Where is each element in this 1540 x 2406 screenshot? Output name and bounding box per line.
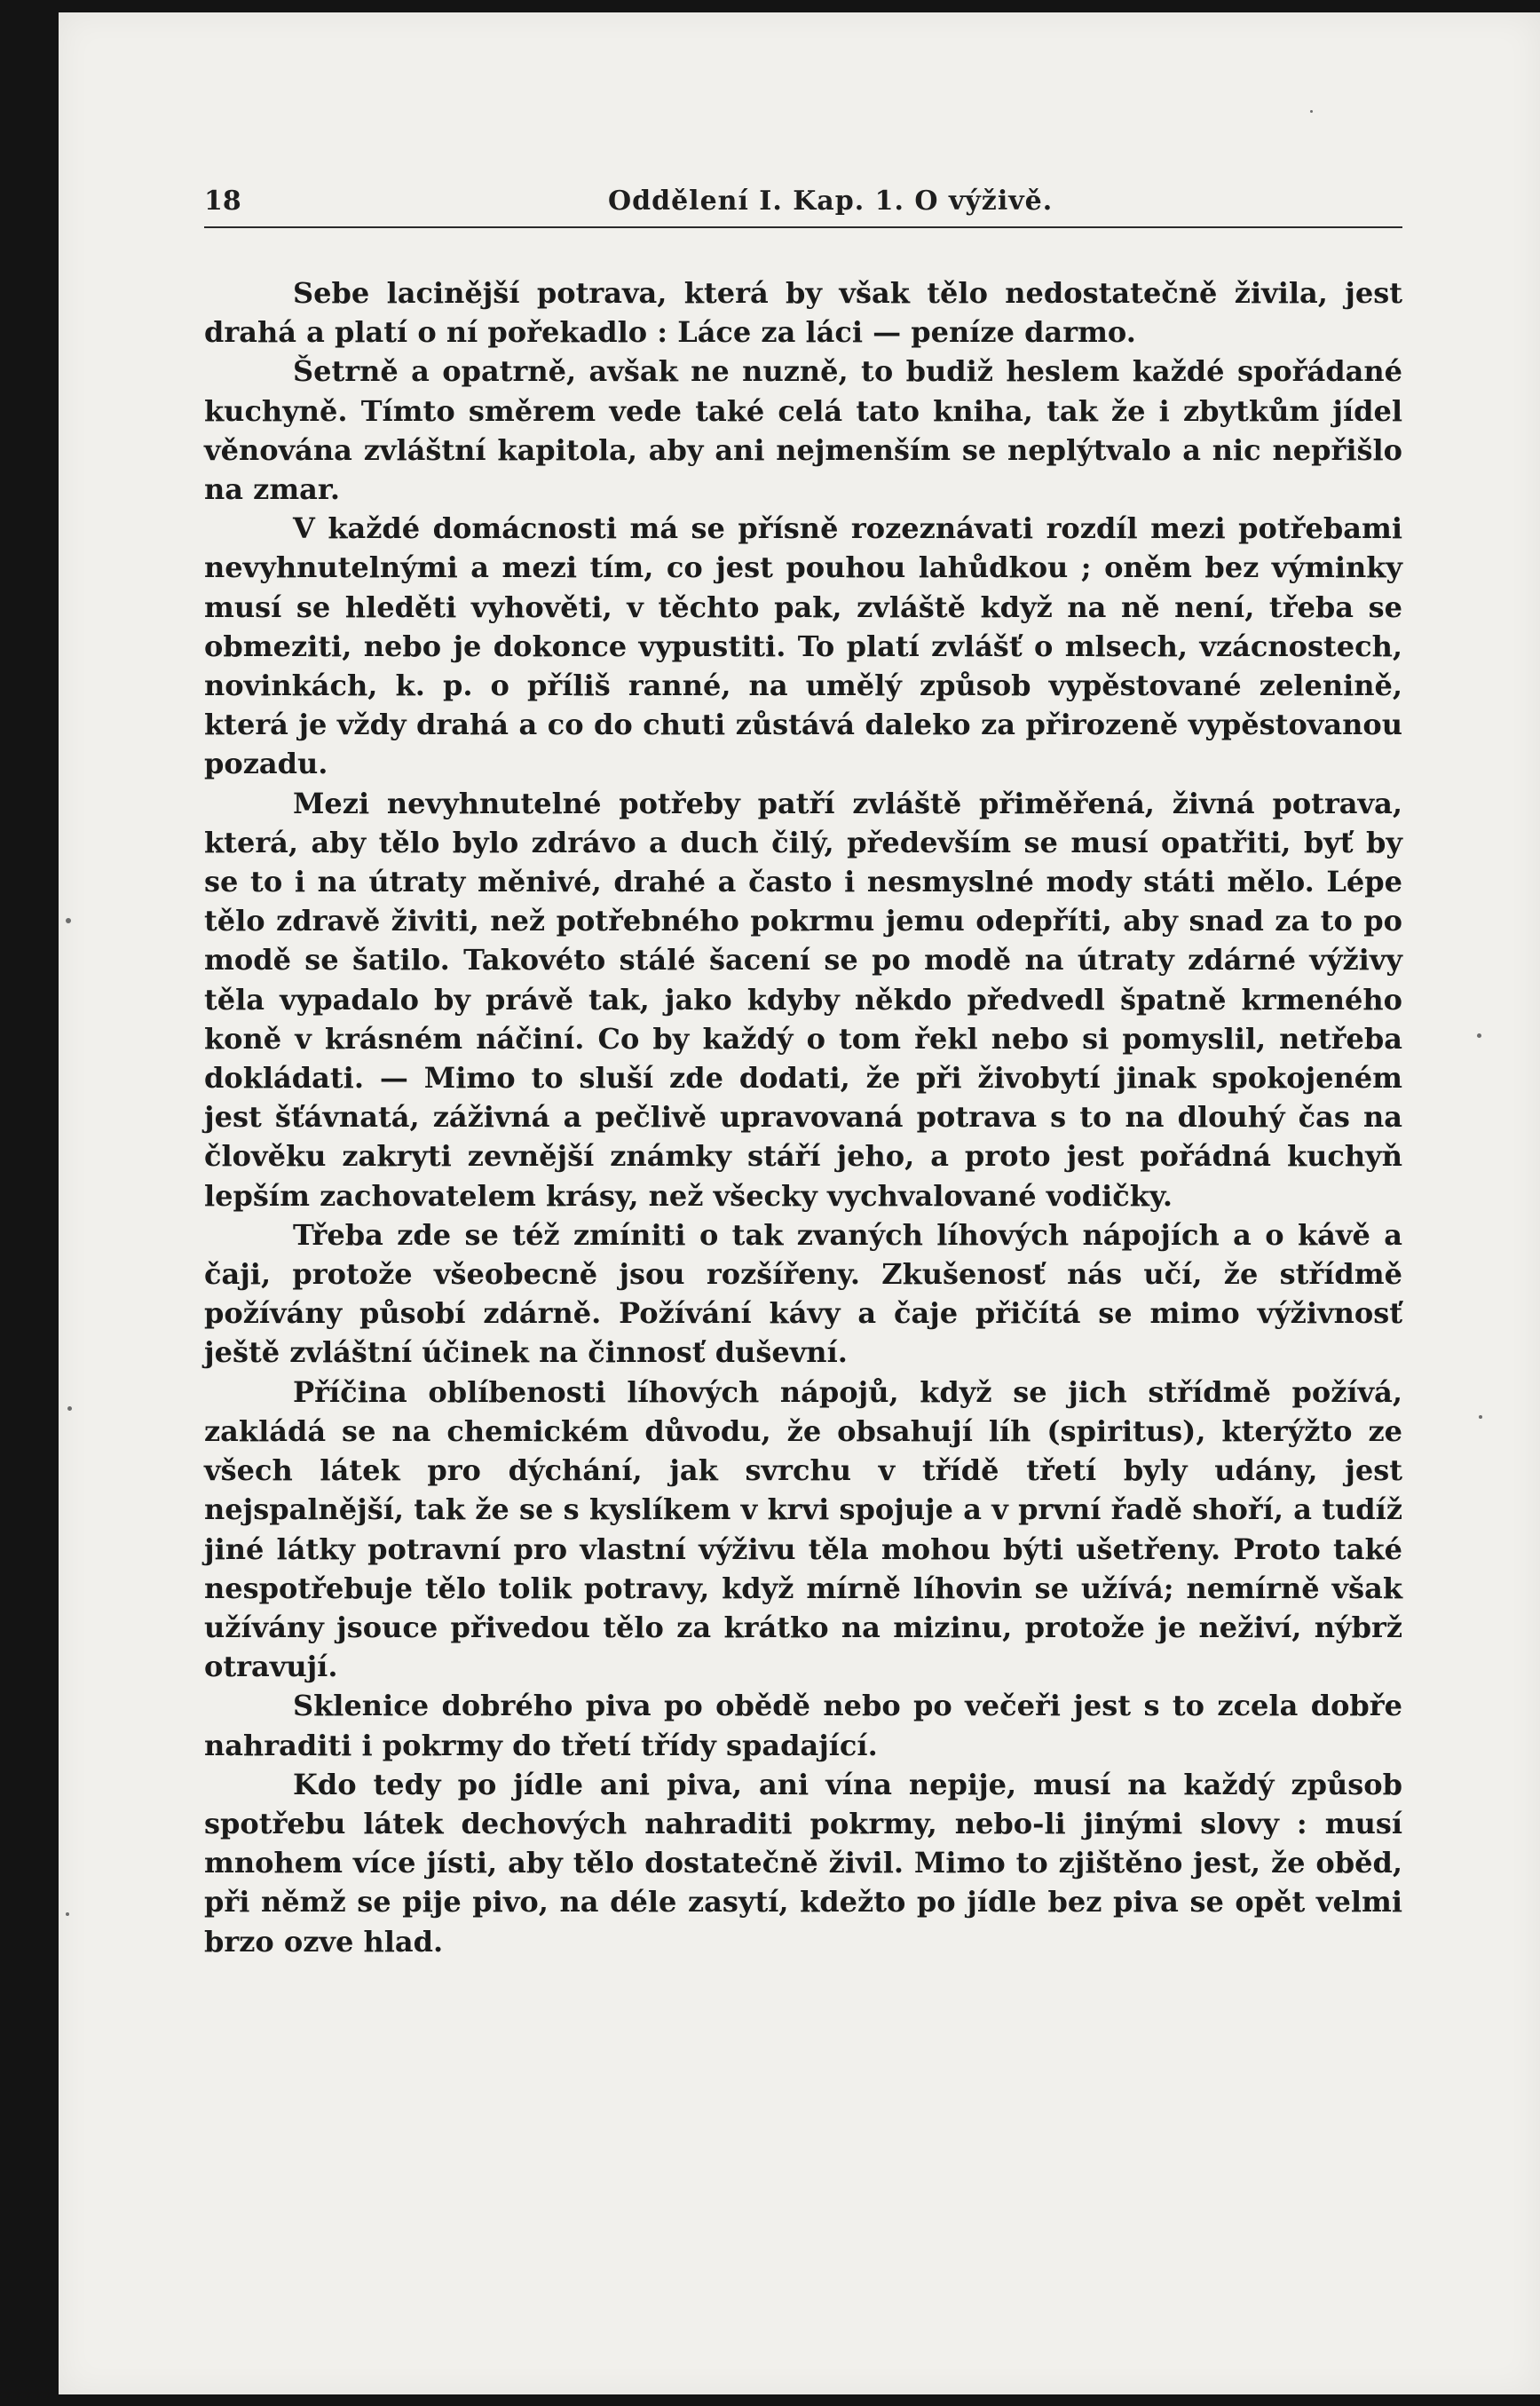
- scan-speck: [66, 1912, 69, 1916]
- paragraph: Kdo tedy po jídle ani piva, ani vína nepije, musí na každý způsob spotřebu látek dechových nahraditi pokrmy, nebo-li jinými slovy : musí mnohem více jísti, aby tělo dostatečně živil. Mimo to zjištěno jest, že oběd, při němž se pije pivo, na déle zasytí, kdežto po jídle bez piva se opět velmi brzo ozve hlad.: [204, 1767, 1402, 1959]
- scan-speck: [1479, 1415, 1482, 1419]
- paragraph: Sebe lacinější potrava, která by však tělo nedostatečně živila, jest drahá a platí o ní pořekadlo : Láce za láci — peníze darmo.: [204, 276, 1402, 350]
- page-header: [204, 180, 1402, 228]
- paragraph: Příčina oblíbenosti líhových nápojů, když se jich střídmě požívá, zakládá se na chemickém důvodu, že obsahují líh (spiritus), kterýžto ze všech látek pro dýchání, jak svrchu v třídě třetí byly udány, jest nejspalnější, tak že se s kyslíkem v krvi spojuje a v první řadě shoří, a tudíž jiné látky potravní pro vlastní výživu těla mohou býti ušetřeny. Proto také nespotřebuje tělo tolik potravy, když mírně líhovin se užívá; nemírně však užívány jsouce přivedou tělo za krátko na mizinu, protože je neživí, nýbrž otravují.: [204, 1374, 1402, 1684]
- running-head: Oddělení I. Kap. 1. O výživě.: [608, 186, 1054, 217]
- scan-speck: [67, 1406, 72, 1411]
- paragraph: Třeba zde se též zmíniti o tak zvaných líhových nápojích a o kávě a čaji, protože všeobecně jsou rozšířeny. Zkušenosť nás učí, že střídmě požívány působí zdárně. Požívání kávy a čaje přičítá se mimo výživnosť ještě zvláštní účinek na činnosť duševní.: [204, 1217, 1402, 1370]
- paragraph: V každé domácnosti má se přísně rozeznávati rozdíl mezi potřebami nevyhnutelnými a mezi tím, co jest pouhou lahůdkou ; oněm bez výminky musí se hleděti vyhověti, v těchto pak, zvláště když na ně není, třeba se obmeziti, nebo je dokonce vypustiti. To platí zvlášť o mlsech, vzácnostech, novinkách, k. p. o příliš ranné, na umělý způsob vypěstované zelenině, která je vždy drahá a co do chuti zůstává daleko za přirozeně vypěstovanou pozadu.: [204, 511, 1402, 781]
- scan-speck: [1310, 110, 1313, 113]
- page-number: 18: [204, 186, 241, 217]
- scan-speck: [66, 918, 71, 923]
- scan-speck: [1477, 1033, 1481, 1038]
- paragraph: Šetrně a opatrně, avšak ne nuzně, to budiž heslem každé spořádané kuchyně. Tímto směrem vede také celá tato kniha, tak že i zbytkům jídel věnována zvláštní kapitola, aby ani nejmenším se neplýtvalo a nic nepřišlo na zmar.: [204, 354, 1402, 507]
- body-text: [204, 273, 1402, 1961]
- paragraph: Sklenice dobrého piva po obědě nebo po večeři jest s to zcela dobře nahraditi i pokrmy do třetí třídy spadající.: [204, 1689, 1402, 1762]
- paragraph: Mezi nevyhnutelné potřeby patří zvláště přiměřená, živná potrava, která, aby tělo bylo zdrávo a duch čilý, především se musí opatřiti, byť by se to i na útraty měnivé, drahé a často i nesmyslné mody státi mělo. Lépe tělo zdravě živiti, než potřebného pokrmu jemu odepříti, aby snad za to po modě se šatilo. Takovéto stálé šacení se po modě na útraty zdárné výživy těla vypadalo by právě tak, jako kdyby někdo předvedl špatně krmeného koně v krásném náčiní. Co by každý o tom řekl nebo si pomyslil, netřeba dokládati. — Mimo to sluší zde dodati, že při živobytí jinak spokojeném jest šťávnatá, záživná a pečlivě upravovaná potrava s to na dlouhý čas na člověku zakryti zevnější známky stáří jeho, a proto jest pořádná kuchyň lepším zachovatelem krásy, než všecky vychvalované vodičky.: [204, 786, 1402, 1213]
